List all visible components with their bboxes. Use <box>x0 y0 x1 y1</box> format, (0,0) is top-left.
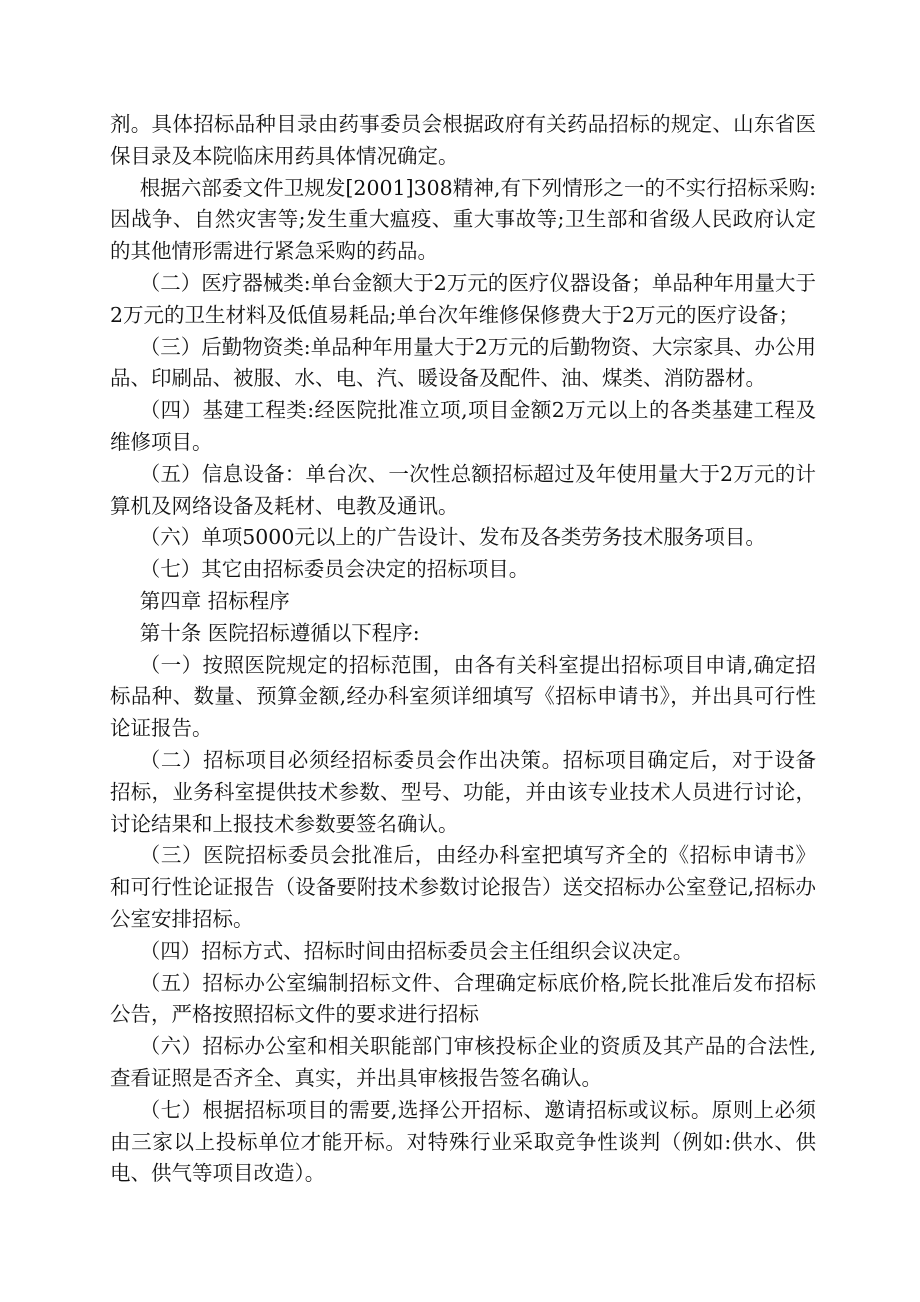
paragraph-12: （二）招标项目必须经招标委员会作出决策。招标项目确定后，对于设备招标，业务科室提供技术参数、型号、功能，并由该专业技术人员进行讨论，讨论结果和上报技术参数要签名确认。 <box>110 747 816 836</box>
paragraph-2: 根据六部委文件卫规发[2001]308精神,有下列情形之一的不实行招标采购:因战争、自然灾害等;发生重大瘟疫、重大事故等;卫生部和省级人民政府认定的其他情形需进行紧急采购的药品。 <box>110 175 816 264</box>
paragraph-7: （六）单项5000元以上的广告设计、发布及各类劳务技术服务项目。 <box>139 525 766 550</box>
paragraph-14: （四）招标方式、招标时间由招标委员会主任组织会议决定。 <box>139 938 694 963</box>
paragraph-11: （一）按照医院规定的招标范围，由各有关科室提出招标项目申请,确定招标品种、数量、预算金额,经办科室须详细填写《招标申请书》，并出具可行性论证报告。 <box>110 652 816 741</box>
paragraph-17: （七）根据招标项目的需要,选择公开招标、邀请招标或议标。原则上必须由三家以上投标单位才能开标。对特殊行业采取竞争性谈判（例如:供水、供电、供气等项目改造）。 <box>110 1097 816 1186</box>
paragraph-16: （六）招标办公室和相关职能部门审核投标企业的资质及其产品的合法性,查看证照是否齐全、真实，并出具审核报告签名确认。 <box>110 1034 816 1090</box>
paragraph-13: （三）医院招标委员会批准后，由经办科室把填写齐全的《招标申请书》和可行性论证报告（设备要附技术参数讨论报告）送交招标办公室登记,招标办公室安排招标。 <box>110 843 816 931</box>
document-body <box>110 109 816 1190</box>
paragraph-8: （七）其它由招标委员会决定的招标项目。 <box>139 557 530 582</box>
paragraph-3: （二）医疗器械类:单台金额大于2万元的医疗仪器设备；单品种年用量大于2万元的卫生材料及低值易耗品;单台次年维修保修费大于2万元的医疗设备； <box>110 270 816 327</box>
chapter-heading: 第四章 招标程序 <box>139 588 290 613</box>
paragraph-1: 剂。具体招标品种目录由药事委员会根据政府有关药品招标的规定、山东省医保目录及本院临床用药具体情况确定。 <box>110 112 816 168</box>
paragraph-4: （三）后勤物资类:单品种年用量大于2万元的后勤物资、大宗家具、办公用品、印刷品、被服、水、电、汽、暖设备及配件、油、煤类、消防器材。 <box>110 334 816 391</box>
paragraph-5: （四）基建工程类:经医院批准立项,项目金额2万元以上的各类基建工程及维修项目。 <box>110 398 816 454</box>
paragraph-15: （五）招标办公室编制招标文件、合理确定标底价格,院长批准后发布招标公告，严格按照招标文件的要求进行招标 <box>110 970 816 1027</box>
article-heading: 第十条 医院招标遵循以下程序: <box>139 620 420 645</box>
paragraph-6: （五）信息设备：单台次、一次性总额招标超过及年使用量大于2万元的计算机及网络设备及耗材、电教及通讯。 <box>110 461 816 518</box>
